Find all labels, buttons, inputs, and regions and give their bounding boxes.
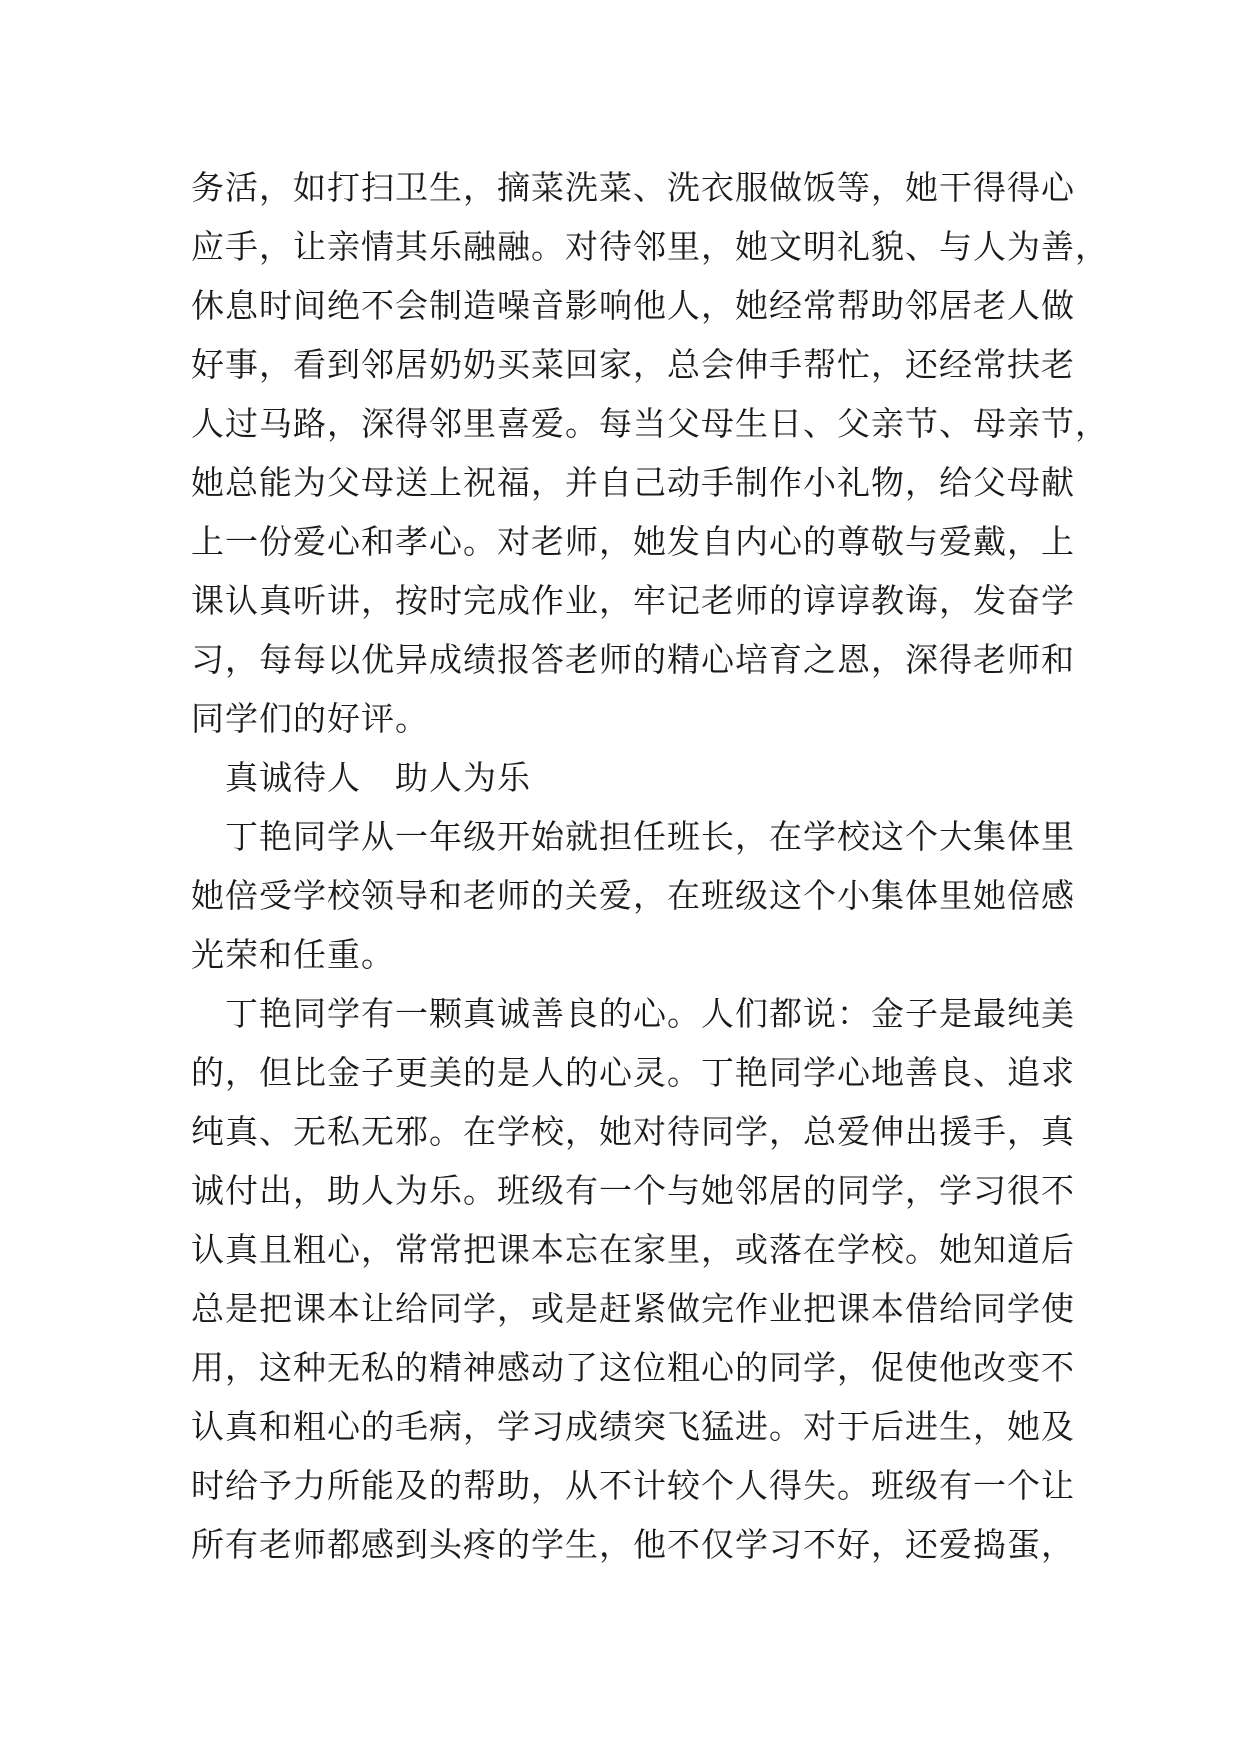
text-line: 她倍受学校领导和老师的关爱，在班级这个小集体里她倍感 [191,876,1075,915]
text-line: 课认真听讲，按时完成作业，牢记老师的谆谆教诲，发奋学 [191,581,1075,620]
text-line: 习，每每以优异成绩报答老师的精心培育之恩，深得老师和 [191,640,1075,679]
text-line: 所有老师都感到头疼的学生，他不仅学习不好，还爱捣蛋， [191,1525,1075,1564]
body-text [191,158,1109,1574]
text-line: 上一份爱心和孝心。对老师，她发自内心的尊敬与爱戴，上 [191,522,1075,561]
text-line: 时给予力所能及的帮助，从不计较个人得失。班级有一个让 [191,1466,1075,1505]
text-line: 务活，如打扫卫生，摘菜洗菜、洗衣服做饭等，她干得得心 [191,168,1075,207]
text-line: 用，这种无私的精神感动了这位粗心的同学，促使他改变不 [191,1348,1075,1387]
text-line: 人过马路，深得邻里喜爱。每当父母生日、父亲节、母亲节， [191,404,1109,443]
text-line: 休息时间绝不会制造噪音影响他人，她经常帮助邻居老人做 [191,286,1075,325]
section-heading: 真诚待人 助人为乐 [191,758,531,797]
text-line: 认真和粗心的毛病，学习成绩突飞猛进。对于后进生，她及 [191,1407,1075,1446]
text-line: 纯真、无私无邪。在学校，她对待同学，总爱伸出援手，真 [191,1112,1075,1151]
text-line: 丁艳同学从一年级开始就担任班长，在学校这个大集体里 [191,817,1075,856]
text-line: 好事，看到邻居奶奶买菜回家，总会伸手帮忙，还经常扶老 [191,345,1075,384]
text-line: 丁艳同学有一颗真诚善良的心。人们都说：金子是最纯美 [191,994,1075,1033]
text-line: 她总能为父母送上祝福，并自己动手制作小礼物，给父母献 [191,463,1075,502]
text-line: 应手，让亲情其乐融融。对待邻里，她文明礼貌、与人为善， [191,227,1109,266]
text-line: 认真且粗心，常常把课本忘在家里，或落在学校。她知道后 [191,1230,1075,1269]
text-line: 总是把课本让给同学，或是赶紧做完作业把课本借给同学使 [191,1289,1075,1328]
text-line: 诚付出，助人为乐。班级有一个与她邻居的同学，学习很不 [191,1171,1075,1210]
text-line: 光荣和任重。 [191,935,395,974]
text-line: 的，但比金子更美的是人的心灵。丁艳同学心地善良、追求 [191,1053,1075,1092]
text-line: 同学们的好评。 [191,699,429,738]
